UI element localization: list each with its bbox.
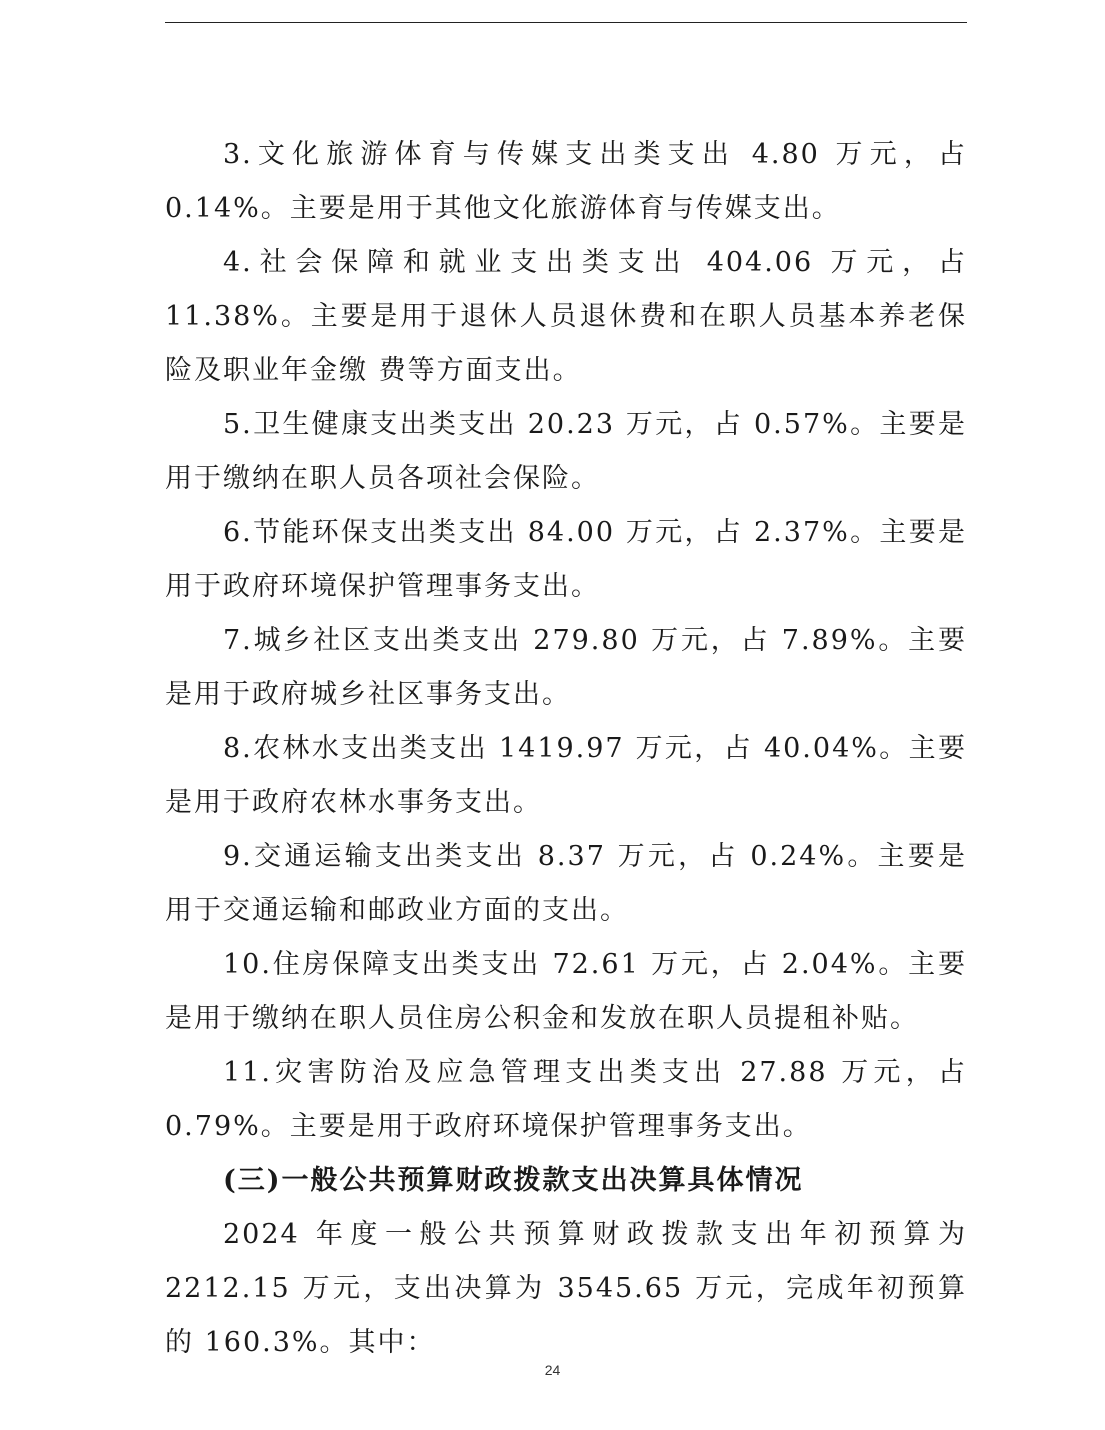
paragraph-energy-environment: 6.节能环保支出类支出 84.00 万元，占 2.37%。主要是用于政府环境保护管理事务支出。 xyxy=(165,517,967,602)
header-rule xyxy=(165,22,967,23)
paragraph-housing: 10.住房保障支出类支出 72.61 万元，占 2.04%。主要是用于缴纳在职人员住房公积金和发放在职人员提租补贴。 xyxy=(165,949,967,1034)
paragraph-transport: 9.交通运输支出类支出 8.37 万元，占 0.24%。主要是用于交通运输和邮政业方面的支出。 xyxy=(165,841,967,926)
paragraph-social-security: 4.社会保障和就业支出类支出 404.06 万元，占 11.38%。主要是用于退休人员退休费和在职人员基本养老保险及职业年金缴 费等方面支出。 xyxy=(165,247,967,386)
paragraph-culture-tourism: 3.文化旅游体育与传媒支出类支出 4.80 万元，占 0.14%。主要是用于其他文化旅游体育与传媒支出。 xyxy=(165,139,967,224)
paragraph-urban-rural: 7.城乡社区支出类支出 279.80 万元，占 7.89%。主要是用于政府城乡社区事务支出。 xyxy=(165,625,967,710)
paragraph-disaster-prevention: 11.灾害防治及应急管理支出类支出 27.88 万元，占 0.79%。主要是用于政府环境保护管理事务支出。 xyxy=(165,1057,967,1142)
paragraph-agriculture: 8.农林水支出类支出 1419.97 万元，占 40.04%。主要是用于政府农林水事务支出。 xyxy=(165,733,967,818)
document-body xyxy=(165,128,967,1370)
section-heading: (三)一般公共预算财政拨款支出决算具体情况 xyxy=(223,1165,804,1196)
paragraph-summary: 2024 年度一般公共预算财政拨款支出年初预算为 2212.15 万元，支出决算为 3545.65 万元，完成年初预算的 160.3%。其中： xyxy=(165,1219,967,1358)
paragraph-health: 5.卫生健康支出类支出 20.23 万元，占 0.57%。主要是用于缴纳在职人员各项社会保险。 xyxy=(165,409,967,494)
page-number: 24 xyxy=(544,1362,561,1378)
